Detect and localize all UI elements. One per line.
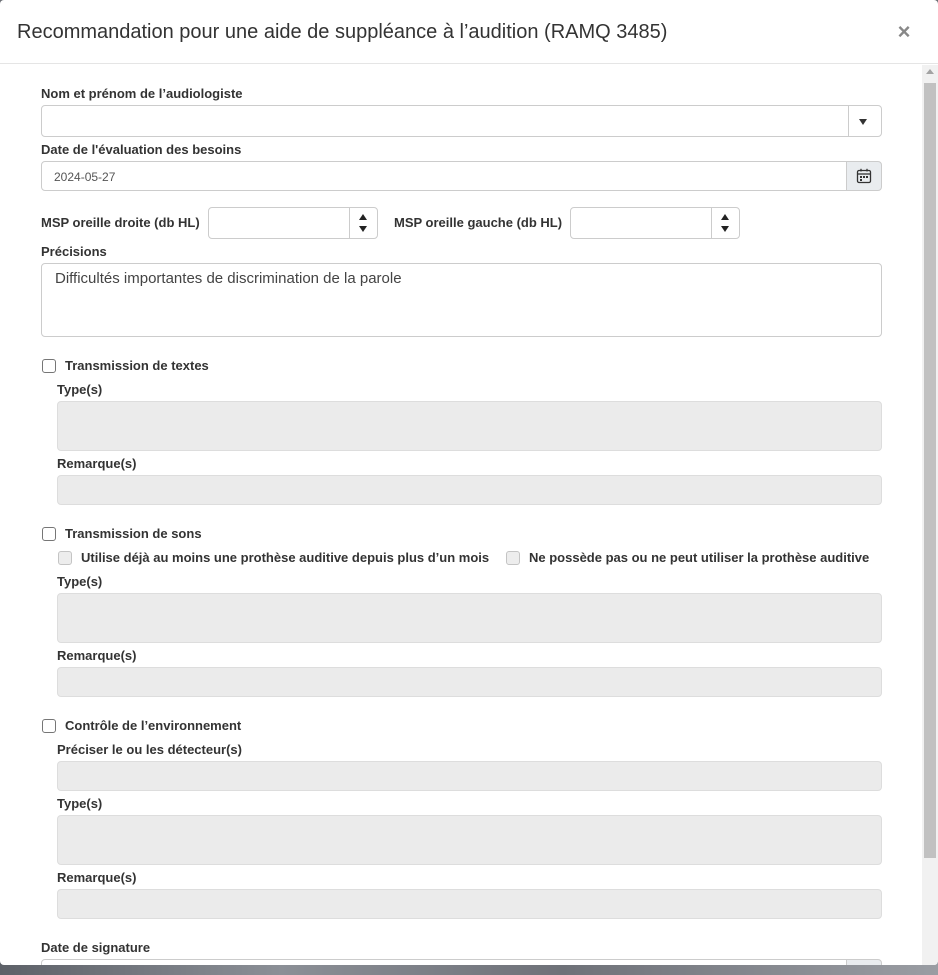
text-types-field[interactable] — [57, 401, 882, 451]
decrement-icon[interactable] — [721, 226, 729, 232]
environment-remarks-label: Remarque(s) — [57, 870, 137, 885]
precisions-textarea[interactable] — [41, 263, 882, 337]
precisions-label: Précisions — [41, 244, 107, 259]
text-remarks-label: Remarque(s) — [57, 456, 137, 471]
scroll-up-icon[interactable] — [926, 69, 934, 74]
scrollbar-thumb[interactable] — [924, 83, 936, 858]
stepper-divider — [711, 208, 712, 238]
environment-types-field[interactable] — [57, 815, 882, 865]
no-hearing-aid-checkbox[interactable] — [506, 551, 520, 565]
msp-left-label: MSP oreille gauche (db HL) — [394, 215, 563, 230]
msp-right-label: MSP oreille droite (db HL) — [41, 215, 200, 230]
sound-remarks-field[interactable] — [57, 667, 882, 697]
chevron-down-icon[interactable] — [859, 119, 867, 125]
sound-types-field[interactable] — [57, 593, 882, 643]
text-remarks-field[interactable] — [57, 475, 882, 505]
signature-date-input[interactable] — [41, 959, 847, 965]
audiologist-select[interactable] — [41, 105, 882, 137]
close-icon[interactable]: × — [897, 19, 911, 44]
sound-remarks-label: Remarque(s) — [57, 648, 137, 663]
environment-types-label: Type(s) — [57, 796, 103, 811]
eval-date-input[interactable] — [41, 161, 847, 191]
increment-icon[interactable] — [359, 214, 367, 220]
precisions-value: Difficultés importantes de discrimination de la parole — [55, 270, 402, 287]
detectors-label: Préciser le ou les détecteur(s) — [57, 742, 242, 757]
eval-date-label: Date de l'évaluation des besoins — [41, 142, 242, 157]
stepper-divider — [349, 208, 350, 238]
hearing-aid-user-checkbox[interactable] — [58, 551, 72, 565]
environment-control-checkbox[interactable] — [42, 719, 56, 733]
increment-icon[interactable] — [721, 214, 729, 220]
dialog-title: Recommandation pour une aide de suppléance à l’audition (RAMQ 3485) — [17, 21, 668, 43]
eval-date-value: 2024-05-27 — [54, 170, 116, 184]
no-hearing-aid-label: Ne possède pas ou ne peut utiliser la prothèse auditive — [529, 550, 870, 565]
calendar-icon[interactable] — [856, 168, 872, 184]
sound-types-label: Type(s) — [57, 574, 103, 589]
detectors-field[interactable] — [57, 761, 882, 791]
sound-transmission-label: Transmission de sons — [65, 526, 202, 541]
sound-transmission-checkbox[interactable] — [42, 527, 56, 541]
msp-left-input[interactable] — [570, 207, 740, 239]
decrement-icon[interactable] — [359, 226, 367, 232]
dialog-header — [0, 0, 938, 64]
calendar-button[interactable] — [846, 161, 882, 191]
dialog-body — [0, 65, 922, 965]
select-divider — [848, 106, 849, 136]
msp-right-input[interactable] — [208, 207, 378, 239]
signature-date-label: Date de signature — [41, 940, 151, 955]
hearing-aid-user-label: Utilise déjà au moins une prothèse auditive depuis plus d’un mois — [81, 550, 490, 565]
audiologist-label: Nom et prénom de l’audiologiste — [41, 86, 243, 101]
environment-remarks-field[interactable] — [57, 889, 882, 919]
text-types-label: Type(s) — [57, 382, 103, 397]
vertical-scrollbar[interactable] — [922, 65, 938, 965]
environment-control-label: Contrôle de l’environnement — [65, 718, 242, 733]
signature-calendar-button[interactable] — [846, 959, 882, 965]
text-transmission-checkbox[interactable] — [42, 359, 56, 373]
text-transmission-label: Transmission de textes — [65, 358, 209, 373]
